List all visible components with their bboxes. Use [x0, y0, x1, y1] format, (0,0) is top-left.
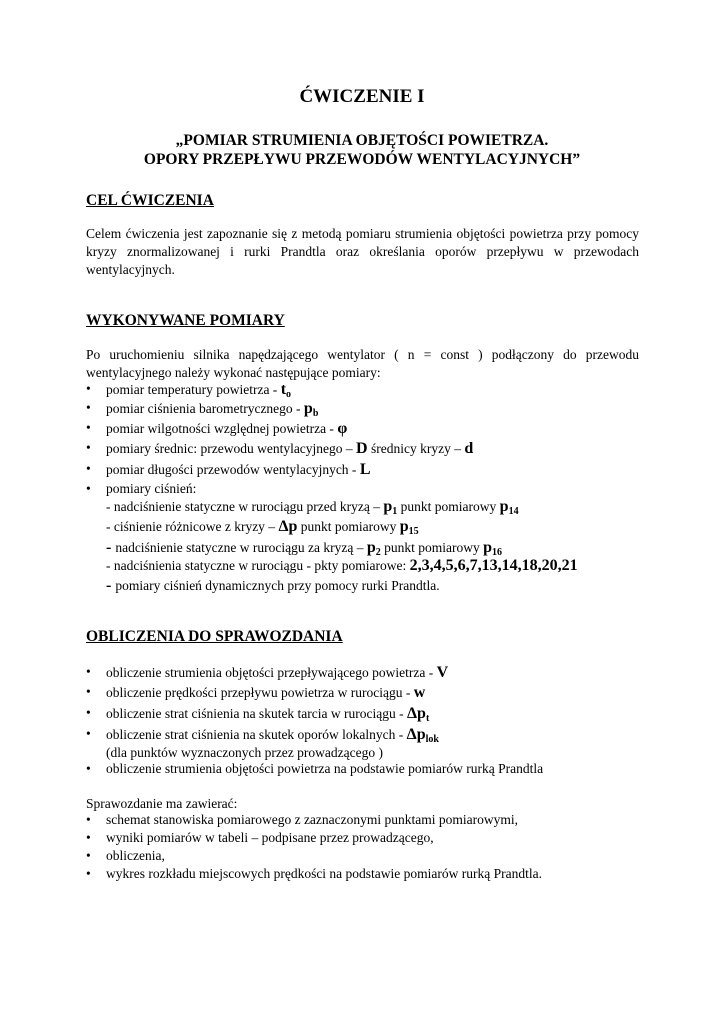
item-text-2: punkt pomiarowy — [297, 519, 400, 534]
list-item — [86, 866, 646, 884]
item-subscript: lok — [425, 734, 439, 745]
item-text: obliczenie strumienia objętości powietrza na podstawie pomiarów rurką Prandtla — [106, 761, 544, 776]
item-symbol: φ — [337, 420, 348, 437]
item-subscript: 2 — [375, 547, 381, 558]
item-text: obliczenie strumienia objętości przepływającego powietrza - — [106, 665, 437, 680]
item-text: nadciśnienie statyczne w rurociągu przed kryzą – — [113, 499, 384, 514]
item-symbol: t — [280, 381, 287, 398]
list-item — [86, 830, 646, 848]
item-subscript: b — [312, 408, 319, 419]
subtitle-line-1: „POMIAR STRUMIENIA OBJĘTOŚCI POWIETRZA. — [175, 132, 549, 149]
bullet-icon: • — [86, 440, 91, 455]
sub-list-item — [106, 557, 578, 575]
item-symbol: Δp — [407, 705, 426, 722]
item-text: obliczenie strat ciśnienia na skutek tarcia w rurociągu - — [106, 706, 408, 721]
sprawozdanie-intro: Sprawozdanie ma zawierać: — [86, 796, 238, 811]
bullet-icon: • — [86, 761, 91, 776]
item-subscript: t — [425, 713, 430, 724]
item-subscript-2: 14 — [508, 506, 519, 517]
sub-list-item — [106, 577, 440, 595]
item-text: pomiary średnic: przewodu wentylacyjnego – — [106, 441, 357, 456]
item-text: schemat stanowiska pomiarowego z zaznaczonymi punktami pomiarowymi, — [106, 812, 519, 827]
list-item — [86, 726, 646, 761]
subtitle-line-2: OPORY PRZEPŁYWU PRZEWODÓW WENTYLACYJNYCH” — [143, 151, 581, 168]
bullet-icon: • — [86, 726, 91, 741]
bullet-icon: • — [86, 684, 91, 699]
item-symbol-2: p — [399, 518, 409, 535]
bullet-icon: • — [86, 664, 91, 679]
item-symbol-2: d — [464, 440, 474, 457]
cel-paragraph: Celem ćwiczenia jest zapoznanie się z metodą pomiaru strumienia objętości powietrza przy pomocy kryzy znormalizowanej i rurki Prandtla oraz określania oporów przepływu w przewodach wentylacyjnych. — [86, 226, 639, 277]
dash-marker: - — [106, 539, 116, 556]
item-symbol: D — [356, 440, 368, 457]
item-symbol: L — [359, 461, 371, 478]
item-text: obliczenia, — [106, 848, 165, 863]
dash-marker: - — [106, 558, 114, 573]
item-symbol: 2,3,4,5,6,7,13,14,18,20,21 — [409, 557, 578, 574]
bullet-icon: • — [86, 461, 91, 476]
item-symbol: p — [383, 498, 393, 515]
item-symbol: V — [436, 664, 449, 681]
list-item — [86, 812, 646, 830]
bullet-icon: • — [86, 866, 91, 881]
item-symbol-2: p — [499, 498, 509, 515]
bullet-icon: • — [86, 705, 91, 720]
bullet-icon: • — [86, 481, 91, 496]
item-text: pomiar temperatury powietrza - — [106, 382, 281, 397]
section-heading-obliczenia: OBLICZENIA DO SPRAWOZDANIA — [86, 628, 343, 645]
item-text: nadciśnienie statyczne w rurociągu za kryzą – — [115, 540, 367, 555]
item-symbol: p — [303, 400, 313, 417]
bullet-icon: • — [86, 420, 91, 435]
list-item — [86, 381, 646, 400]
list-item — [86, 761, 646, 781]
section-heading-cel: CEL ĆWICZENIA — [86, 192, 214, 209]
item-note: (dla punktów wyznaczonych przez prowadzącego ) — [106, 745, 383, 760]
bullet-icon: • — [86, 830, 91, 845]
pomiary-intro: Po uruchomieniu silnika napędzającego wentylator ( n = const ) podłączony do przewodu wentylacyjnego należy wykonać następujące pomiary: — [86, 347, 639, 380]
list-item — [86, 684, 646, 705]
document-title: ĆWICZENIE I — [299, 86, 425, 107]
item-subscript: 1 — [392, 506, 398, 517]
obliczenia-list — [86, 664, 646, 781]
item-text: wykres rozkładu miejscowych prędkości na podstawie pomiarów rurką Prandtla. — [106, 866, 543, 881]
item-text: pomiary ciśnień dynamicznych przy pomocy rurki Prandtla. — [115, 578, 440, 593]
item-text: nadciśnienia statyczne w rurociągu - pkty pomiarowe: — [113, 558, 410, 573]
item-text: wyniki pomiarów w tabeli – podpisane przez prowadzącego, — [106, 830, 434, 845]
sub-list-item — [106, 539, 502, 558]
list-item — [86, 461, 646, 481]
list-item — [86, 664, 646, 684]
item-symbol: Δp — [406, 726, 426, 743]
list-item — [86, 420, 646, 440]
item-subscript: o — [286, 389, 292, 400]
item-text: obliczenie prędkości przepływu powietrza w rurociągu - — [106, 685, 414, 700]
dash-marker: - — [106, 499, 114, 514]
item-text: pomiar wilgotności względnej powietrza - — [106, 421, 338, 436]
item-text-2: punkt pomiarowy — [380, 540, 484, 555]
item-symbol-2: p — [483, 539, 493, 556]
item-text: obliczenie strat ciśnienia na skutek oporów lokalnych - — [106, 727, 407, 742]
sub-list-item — [106, 518, 419, 537]
section-heading-pomiary: WYKONYWANE POMIARY — [86, 312, 285, 329]
item-symbol: w — [413, 684, 426, 701]
item-text: pomiary ciśnień: — [106, 481, 197, 496]
bullet-icon: • — [86, 848, 91, 863]
bullet-icon: • — [86, 400, 91, 415]
list-item — [86, 705, 646, 726]
bullet-icon: • — [86, 381, 91, 396]
item-text: pomiar ciśnienia barometrycznego - — [106, 401, 304, 416]
item-text-2: punkt pomiarowy — [397, 499, 500, 514]
bullet-icon: • — [86, 812, 91, 827]
dash-marker: - — [106, 519, 114, 534]
item-text: ciśnienie różnicowe z kryzy – — [113, 519, 279, 534]
item-symbol: p — [366, 539, 376, 556]
item-subscript-2: 15 — [408, 526, 419, 537]
sprawozdanie-list — [86, 812, 646, 884]
item-text: pomiar długości przewodów wentylacyjnych - — [106, 462, 360, 477]
dash-marker: - — [106, 577, 116, 594]
sub-list-item — [106, 498, 519, 517]
item-subscript-2: 16 — [492, 547, 503, 558]
item-text-2: średnicy kryzy – — [367, 441, 465, 456]
pomiary-list — [86, 381, 646, 500]
list-item — [86, 848, 646, 866]
list-item — [86, 400, 646, 420]
list-item — [86, 440, 646, 461]
document-subtitle — [0, 131, 724, 169]
item-symbol: Δp — [278, 518, 298, 535]
